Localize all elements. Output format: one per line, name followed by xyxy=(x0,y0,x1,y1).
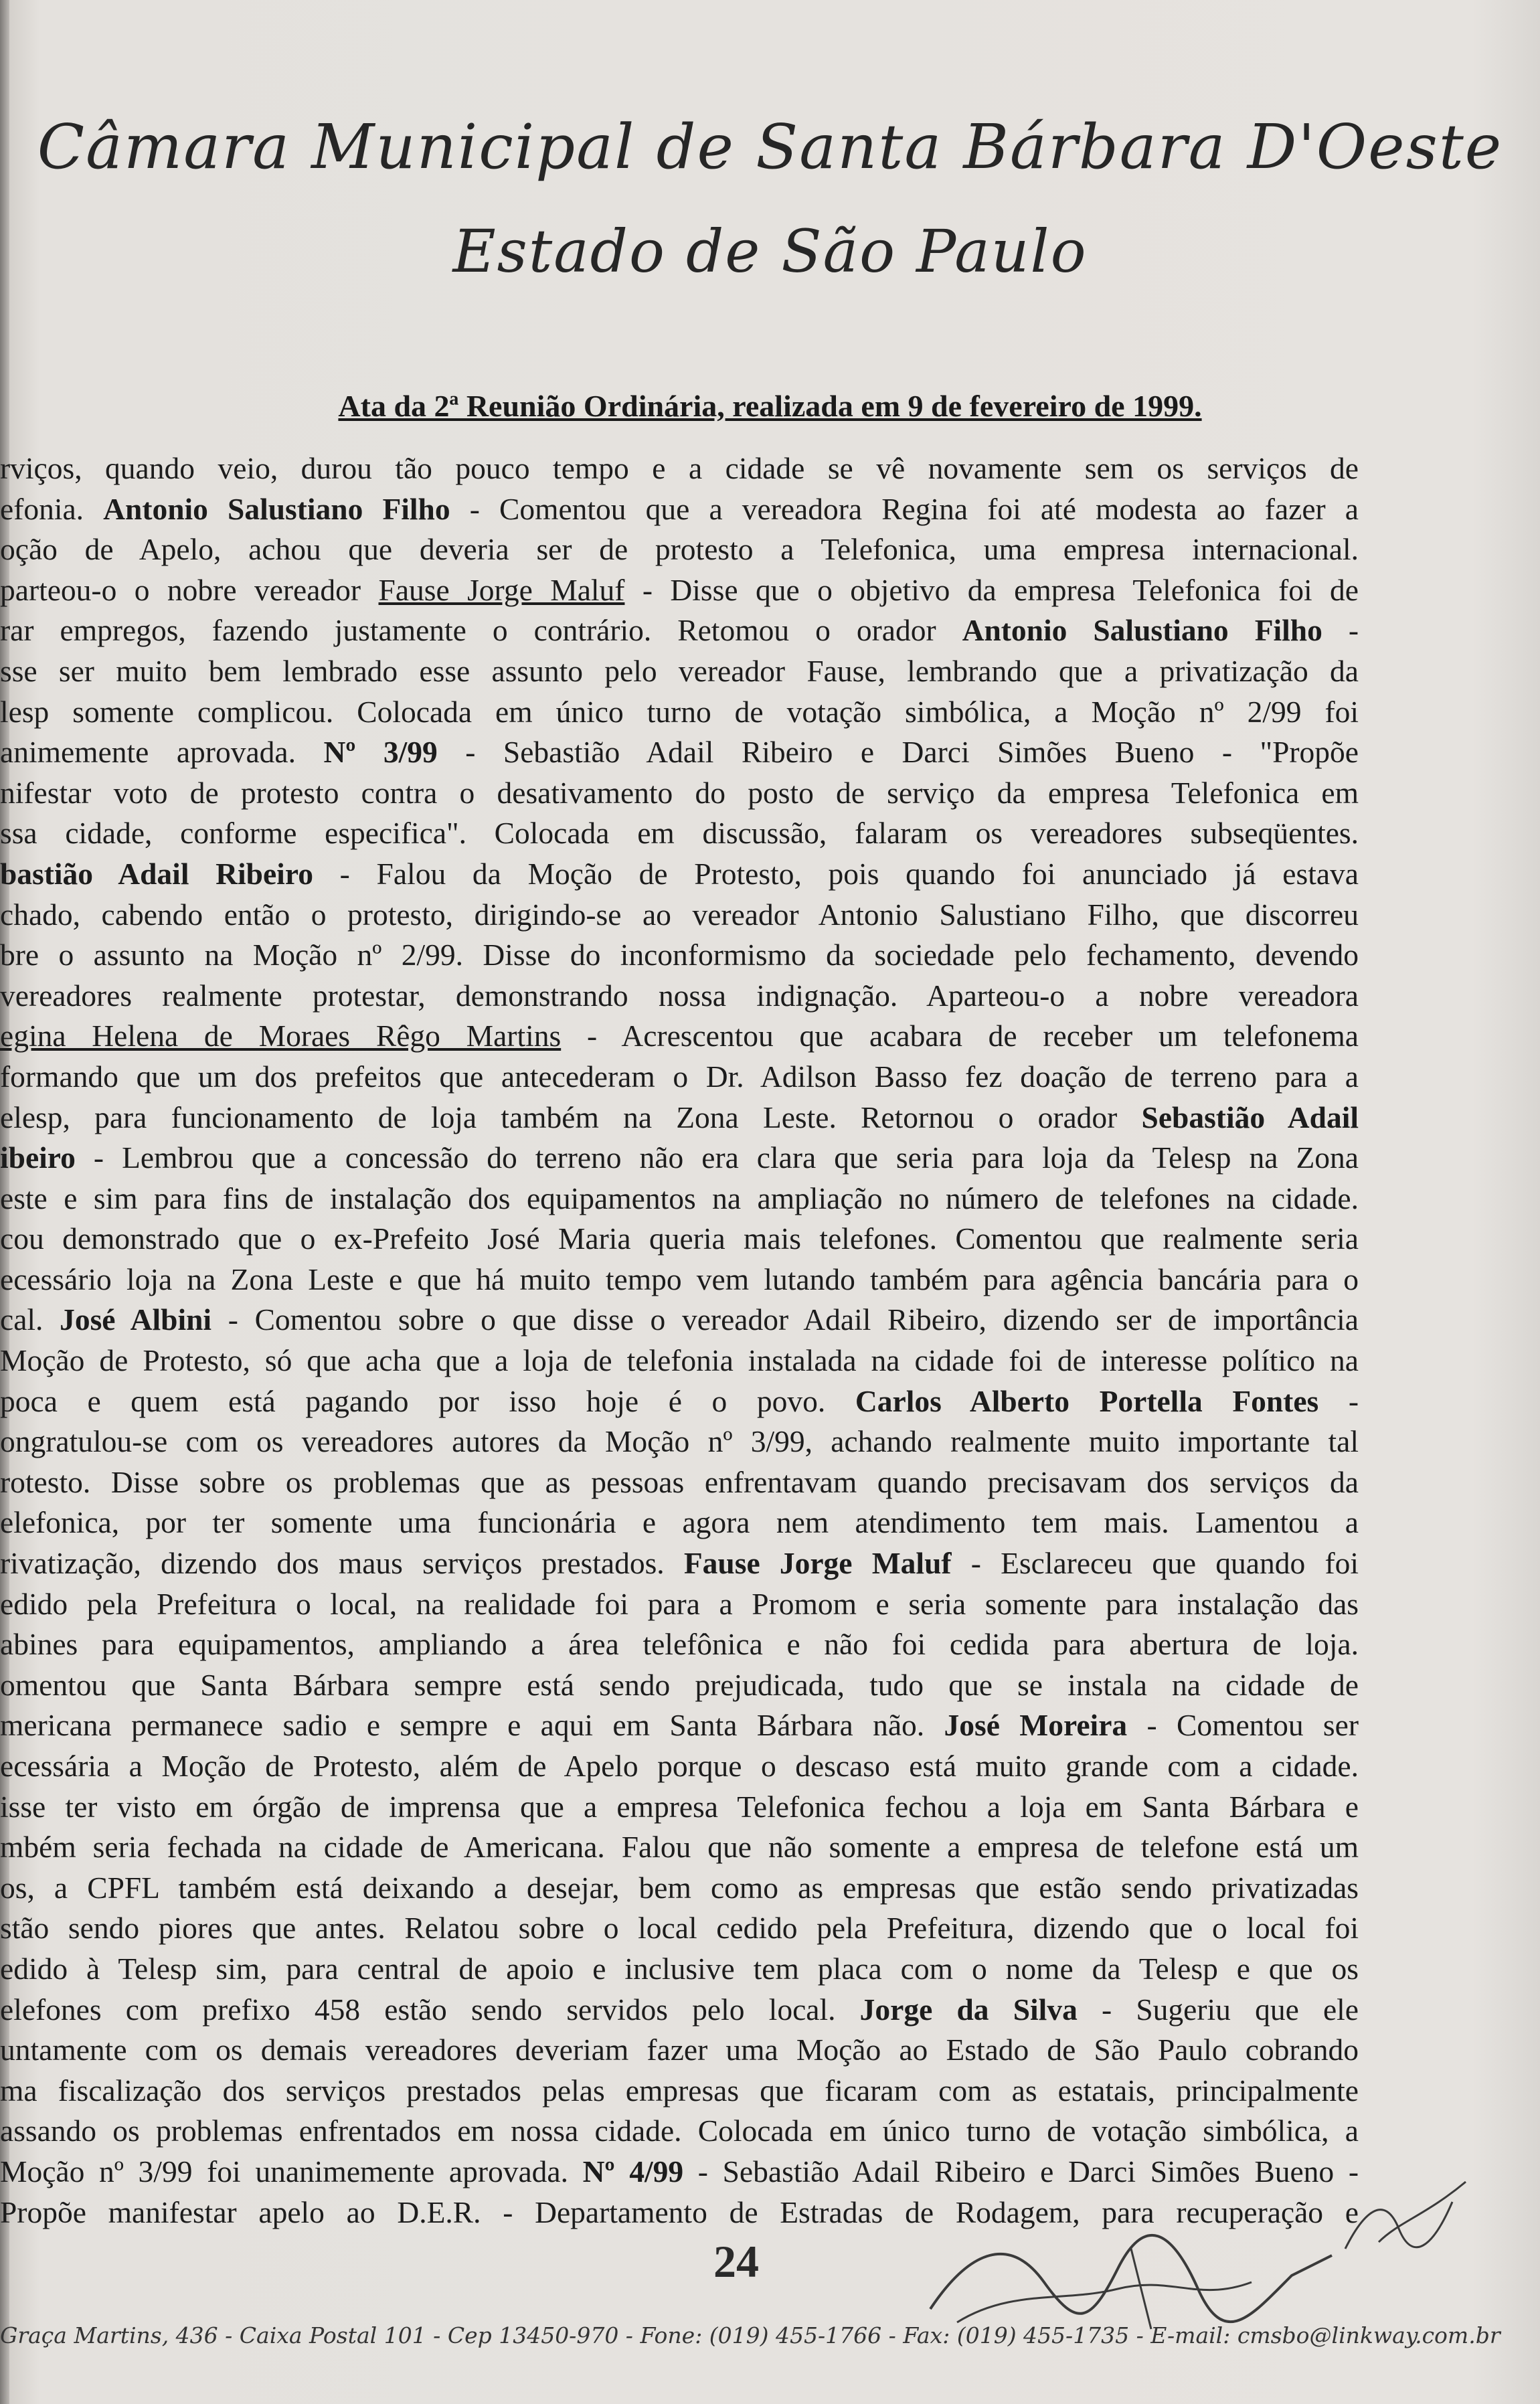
letterhead-subtitle: Estado de São Paulo xyxy=(452,217,1088,286)
text-segment: efonia. xyxy=(0,491,104,526)
text-segment: elesp, para funcionamento de loja também na Zona Leste. Retornou o orador xyxy=(0,1100,1142,1134)
text-segment: - Acrescentou que acabara de receber um telefonema xyxy=(561,1019,1359,1053)
text-segment: stão sendo piores que antes. Relatou sobre o local cedido pela Prefeitura, dizendo que o local foi xyxy=(0,1911,1359,1946)
text-segment: ongratulou-se com os vereadores autores da Moção nº 3/99, achando realmente muito importante tal xyxy=(0,1424,1359,1459)
text-line xyxy=(0,529,1359,570)
speaker-name: José Moreira xyxy=(944,1708,1128,1743)
text-line xyxy=(0,1827,1359,1868)
text-segment: - xyxy=(1318,1383,1359,1418)
text-segment: ecessária a Moção de Protesto, além de Apelo porque o descaso está muito grande com a cidade. xyxy=(0,1749,1359,1783)
text-segment: abines para equipamentos, ampliando a área telefônica e não foi cedida para abertura de loja. xyxy=(0,1627,1359,1662)
underlined-name: egina Helena de Moraes Rêgo Martins xyxy=(0,1019,562,1053)
text-line xyxy=(0,1908,1359,1949)
speaker-name: Carlos Alberto Portella Fontes xyxy=(855,1383,1319,1418)
text-segment: rar empregos, fazendo justamente o contrário. Retomou o orador xyxy=(0,613,962,648)
text-segment: - Esclareceu que quando foi xyxy=(951,1546,1359,1581)
text-line xyxy=(0,813,1359,854)
page-number: 24 xyxy=(713,2236,759,2287)
speaker-name: José Albini xyxy=(60,1302,212,1337)
text-segment: nifestar voto de protesto contra o desativamento do posto de serviço da empresa Telefonica em xyxy=(0,775,1359,810)
text-segment: - Lembrou que a concessão do terreno não era clara que seria para loja da Telesp na Zona xyxy=(75,1140,1359,1175)
text-line xyxy=(0,732,1359,773)
text-segment: - Comentou sobre o que disse o vereador Adail Ribeiro, dizendo ser de importância xyxy=(211,1302,1359,1337)
text-segment: sse ser muito bem lembrado esse assunto pelo vereador Fause, lembrando que a privatização da xyxy=(0,653,1359,688)
speaker-name: Antonio Salustiano Filho xyxy=(103,491,450,526)
text-line xyxy=(0,1341,1359,1381)
text-segment: poca e quem está pagando por isso hoje é o povo. xyxy=(0,1383,855,1418)
text-line xyxy=(0,1098,1359,1138)
text-segment: lesp somente complicou. Colocada em único turno de votação simbólica, a Moção nº 2/99 foi xyxy=(0,694,1359,729)
text-line xyxy=(0,1260,1359,1300)
text-segment: os, a CPFL também está deixando a desejar, bem como as empresas que estão sendo privatizadas xyxy=(0,1870,1359,1905)
speaker-name: bastião Adail Ribeiro xyxy=(0,856,313,891)
text-line xyxy=(0,448,1359,489)
text-segment: animemente aprovada. xyxy=(0,735,324,770)
text-segment: formando que um dos prefeitos que antecederam o Dr. Adilson Basso fez doação de terreno para a xyxy=(0,1059,1359,1094)
text-segment: omentou que Santa Bárbara sempre está sendo prejudicada, tudo que se instala na cidade de xyxy=(0,1667,1359,1702)
text-line xyxy=(0,1422,1359,1462)
text-segment: assando os problemas enfrentados em nossa cidade. Colocada em único turno de votação simbólica, a xyxy=(0,2114,1359,2148)
text-line xyxy=(0,1705,1359,1746)
text-segment: - Sebastião Adail Ribeiro e Darci Simões Bueno - "Propõe xyxy=(437,735,1359,770)
text-segment: - Sebastião Adail Ribeiro e Darci Simões Bueno - xyxy=(683,2154,1359,2188)
text-segment: oção de Apelo, achou que deveria ser de protesto a Telefonica, uma empresa internacional. xyxy=(0,532,1359,567)
text-line xyxy=(0,976,1359,1017)
letterhead-title: Câmara Municipal de Santa Bárbara D'Oeste xyxy=(37,111,1503,183)
text-line xyxy=(0,2071,1359,2112)
text-segment: - Disse que o objetivo da empresa Telefonica foi de xyxy=(624,572,1359,607)
speaker-name: Fause Jorge Maluf xyxy=(683,1546,952,1581)
text-segment: este e sim para fins de instalação dos equipamentos na ampliação no número de telefones na cidade. xyxy=(0,1181,1359,1215)
text-line xyxy=(0,610,1359,651)
text-line xyxy=(0,1057,1359,1098)
text-segment: - Sugeriu que ele xyxy=(1077,1992,1359,2027)
speaker-name: Antonio Salustiano Filho xyxy=(962,613,1322,648)
text-segment: mericana permanece sadio e sempre e aqui em Santa Bárbara não. xyxy=(0,1708,944,1743)
text-segment: ecessário loja na Zona Leste e que há muito tempo vem lutando também para agência bancária para o xyxy=(0,1262,1359,1296)
text-line xyxy=(0,489,1359,530)
text-segment: bre o assunto na Moção nº 2/99. Disse do inconformismo da sociedade pelo fechamento, devendo xyxy=(0,938,1359,972)
text-line xyxy=(0,1462,1359,1503)
text-segment: rivatização, dizendo dos maus serviços prestados. xyxy=(0,1546,684,1581)
footer-address: Graça Martins, 436 - Caixa Postal 101 - Cep 13450-970 - Fone: (019) 455-1766 - Fax: (019) 455-1735 - E-mail: cmsbo@linkway.com.br xyxy=(0,2322,1501,2348)
text-line xyxy=(0,1300,1359,1341)
text-segment: - Falou da Moção de Protesto, pois quando foi anunciado já estava xyxy=(313,856,1359,891)
text-line xyxy=(0,935,1359,976)
text-line xyxy=(0,1381,1359,1422)
text-line xyxy=(0,1179,1359,1219)
text-line xyxy=(0,1219,1359,1260)
text-line xyxy=(0,1502,1359,1543)
text-line xyxy=(0,854,1359,895)
text-segment: parteou-o o nobre vereador xyxy=(0,572,379,607)
text-segment: cal. xyxy=(0,1302,60,1337)
initials-scribble xyxy=(1339,2168,1472,2269)
text-line xyxy=(0,1990,1359,2031)
text-line xyxy=(0,1665,1359,1706)
text-segment: Moção de Protesto, só que acha que a loja de telefonia instalada na cidade foi de interesse político na xyxy=(0,1343,1359,1378)
text-segment: ssa cidade, conforme especifica". Colocada em discussão, falaram os vereadores subseqüentes. xyxy=(0,816,1359,851)
minutes-body xyxy=(0,448,1359,2233)
text-segment: elefones com prefixo 458 estão sendo servidos pelo local. xyxy=(0,1992,860,2027)
text-segment: edido pela Prefeitura o local, na realidade foi para a Promom e seria somente para instalação das xyxy=(0,1586,1359,1621)
text-segment: rviços, quando veio, durou tão pouco tempo e a cidade se vê novamente sem os serviços de xyxy=(0,451,1359,485)
text-segment: Moção nº 3/99 foi unanimemente aprovada. xyxy=(0,2154,583,2188)
speaker-name: Nº 3/99 xyxy=(323,735,438,770)
text-segment: - Comentou que a vereadora Regina foi até modesta ao fazer a xyxy=(450,491,1359,526)
text-segment: vereadores realmente protestar, demonstrando nossa indignação. Aparteou-o a nobre vereadora xyxy=(0,978,1359,1013)
text-line xyxy=(0,1016,1359,1057)
text-line xyxy=(0,1138,1359,1179)
text-line xyxy=(0,1584,1359,1625)
text-segment: isse ter visto em órgão de imprensa que a empresa Telefonica fechou a loja em Santa Bárbara e xyxy=(0,1789,1359,1824)
text-line xyxy=(0,2111,1359,2152)
text-line xyxy=(0,1746,1359,1787)
text-segment: Propõe manifestar apelo ao D.E.R. - Departamento de Estradas de Rodagem, para recuperação e xyxy=(0,2195,1359,2229)
text-line xyxy=(0,895,1359,936)
underlined-name: Fause Jorge Maluf xyxy=(378,572,625,607)
text-line xyxy=(0,1624,1359,1665)
speaker-name: Sebastião Adail xyxy=(1141,1100,1359,1134)
text-line xyxy=(0,773,1359,814)
speaker-name: Jorge da Silva xyxy=(859,1992,1078,2027)
text-line xyxy=(0,1787,1359,1828)
speaker-name: Nº 4/99 xyxy=(582,2154,684,2188)
letterhead xyxy=(0,100,1540,298)
text-segment: - xyxy=(1322,613,1359,648)
text-line xyxy=(0,1543,1359,1584)
text-segment: edido à Telesp sim, para central de apoio e inclusive tem placa com o nome da Telesp e que os xyxy=(0,1951,1359,1986)
text-line xyxy=(0,2152,1359,2193)
text-segment: chado, cabendo então o protesto, dirigindo-se ao vereador Antonio Salustiano Filho, que discorreu xyxy=(0,897,1359,932)
text-segment: mbém seria fechada na cidade de Americana. Falou que não somente a empresa de telefone está um xyxy=(0,1830,1359,1865)
speaker-name: ibeiro xyxy=(0,1140,76,1175)
text-line xyxy=(0,692,1359,733)
text-line xyxy=(0,1868,1359,1909)
text-segment: cou demonstrado que o ex-Prefeito José Maria queria mais telefones. Comentou que realmente seria xyxy=(0,1221,1359,1256)
text-line xyxy=(0,651,1359,692)
text-line xyxy=(0,1949,1359,1990)
text-segment: untamente com os demais vereadores deveriam fazer uma Moção ao Estado de São Paulo cobrando xyxy=(0,2033,1359,2067)
text-segment: ma fiscalização dos serviços prestados pelas empresas que ficaram com as estatais, principalmente xyxy=(0,2073,1359,2108)
text-segment: elefonica, por ter somente uma funcionária e agora nem atendimento tem mais. Lamentou a xyxy=(0,1505,1359,1540)
text-segment: rotesto. Disse sobre os problemas que as pessoas enfrentavam quando precisavam dos serviços da xyxy=(0,1464,1359,1499)
text-segment: - Comentou ser xyxy=(1127,1708,1359,1743)
minutes-title: Ata da 2ª Reunião Ordinária, realizada em 9 de fevereiro de 1999. xyxy=(338,389,1202,423)
text-line xyxy=(0,570,1359,611)
text-line xyxy=(0,2030,1359,2071)
